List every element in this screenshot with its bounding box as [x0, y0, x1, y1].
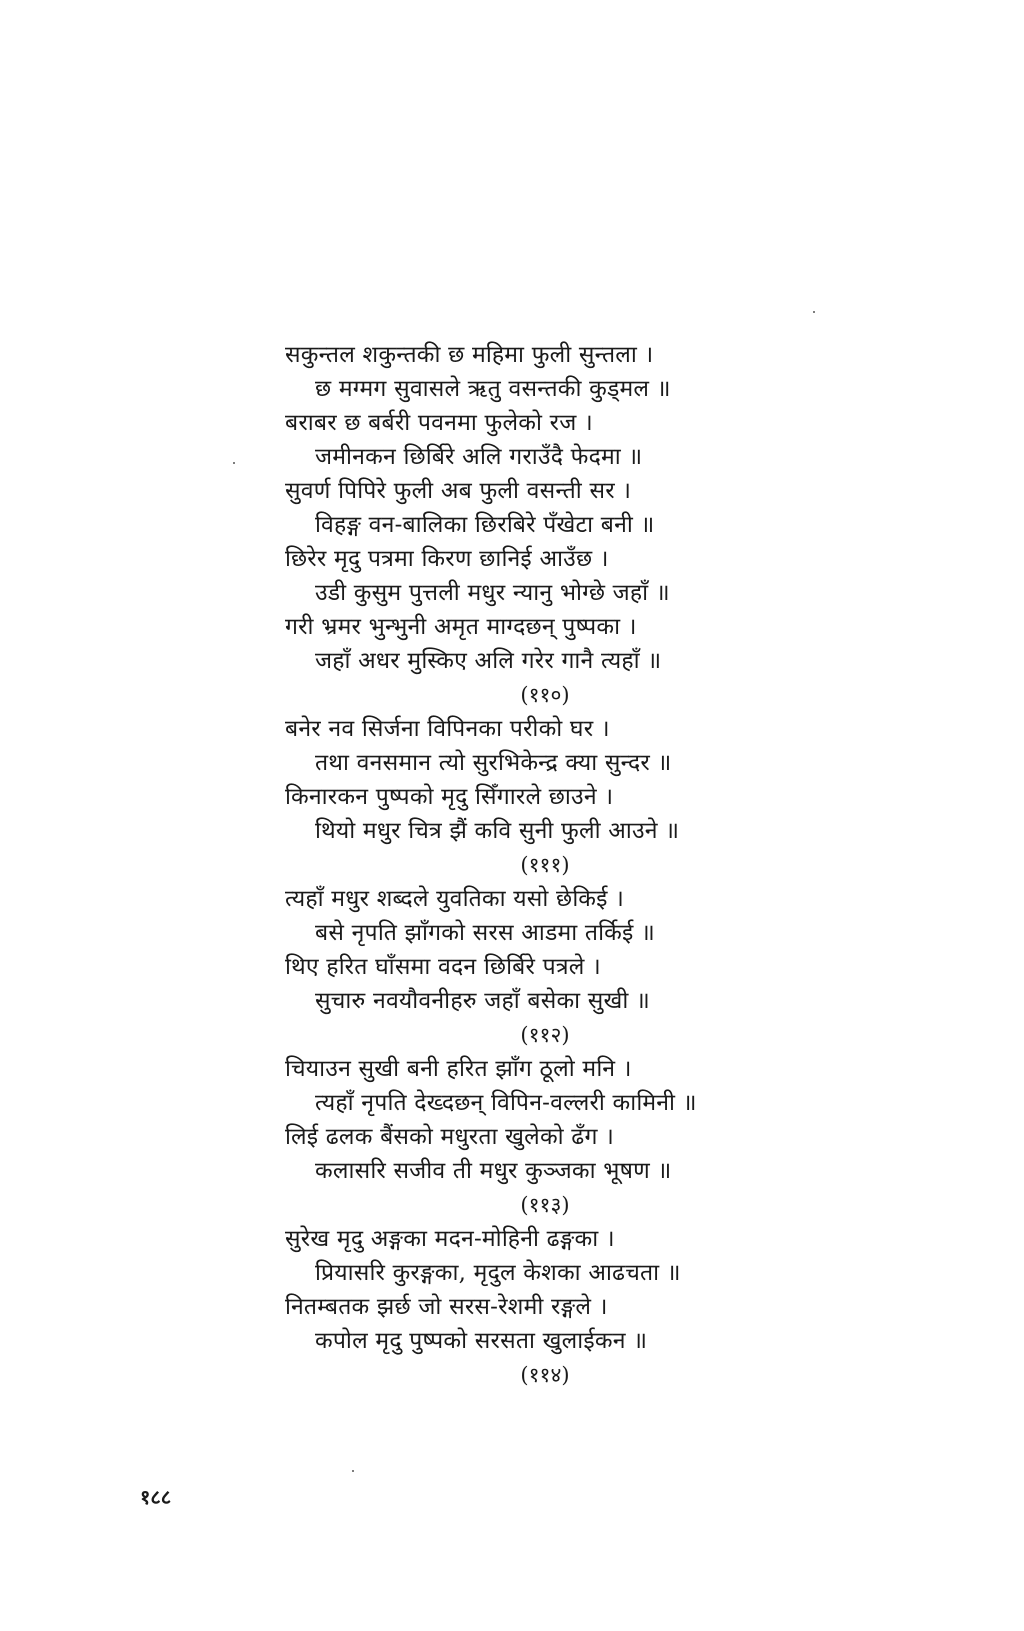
stanza-110: [285, 338, 785, 712]
stanza-112: [285, 882, 785, 1052]
poem-line: बसे नृपति झाँगको सरस आडमा तर्किई ॥: [315, 920, 655, 946]
verse-number: (१११): [520, 853, 570, 877]
poem-line: त्यहाँ मधुर शब्दले युवतिका यसो छेकिई ।: [285, 886, 625, 912]
stanza-113: [285, 1052, 785, 1222]
poem-line: कलासरि सजीव ती मधुर कुञ्जका भूषण ॥: [315, 1158, 672, 1184]
poem-line: जमीनकन छिर्बिरे अलि गराउँदै फेदमा ॥: [315, 444, 643, 470]
poem-line: सुवर्ण पिपिरे फुली अब फुली वसन्ती सर ।: [285, 478, 632, 504]
verse-number: (११४): [520, 1363, 570, 1387]
poem-line: त्यहाँ नृपति देख्दछन् विपिन-वल्लरी कामिनी ॥: [315, 1090, 697, 1116]
poem-line: कपोल मृदु पुष्पको सरसता खुलाईकन ॥: [315, 1328, 648, 1354]
poem-line: प्रियासरि कुरङ्गका, मृदुल केशका आढचता ॥: [315, 1260, 681, 1286]
poem-line: उडी कुसुम पुत्तली मधुर न्यानु भोग्छे जहाँ ॥: [315, 580, 670, 606]
ink-speck: [813, 311, 815, 313]
poem-line: किनारकन पुष्पको मृदु सिँगारले छाउने ।: [285, 784, 614, 810]
poem-line: गरी भ्रमर भुन्भुनी अमृत माग्दछन् पुष्पका ।: [285, 614, 637, 640]
poem-line: सुरेख मृदु अङ्गका मदन-मोहिनी ढङ्गका ।: [285, 1226, 615, 1252]
poem-line: थियो मधुर चित्र झैं कवि सुनी फुली आउने ॥: [315, 818, 680, 844]
verse-number: (११२): [520, 1023, 570, 1047]
poem-line: सुचारु नवयौवनीहरु जहाँ बसेका सुखी ॥: [315, 988, 650, 1014]
verse-number: (११३): [520, 1193, 570, 1217]
poem-body: [285, 338, 785, 1392]
poem-line: तथा वनसमान त्यो सुरभिकेन्द्र क्या सुन्दर ॥: [315, 750, 672, 776]
poem-line: चियाउन सुखी बनी हरित झाँग ठूलो मनि ।: [285, 1056, 632, 1082]
poem-line: सकुन्तल शकुन्तकी छ महिमा फुली सुन्तला ।: [285, 342, 654, 368]
poem-line: छ मग्मग सुवासले ऋतु वसन्तकी कुड्मल ॥: [315, 376, 671, 402]
page-number: १८८: [140, 1485, 172, 1509]
poem-line: बनेर नव सिर्जना विपिनका परीको घर ।: [285, 716, 610, 742]
stanza-111: [285, 712, 785, 882]
poem-line: लिई ढलक बैंसको मधुरता खुलेको ढँग ।: [285, 1124, 615, 1150]
verse-number: (११०): [520, 683, 570, 707]
poem-line: विहङ्ग वन-बालिका छिरबिरे पँखेटा बनी ॥: [315, 512, 655, 538]
stanza-114: [285, 1222, 785, 1392]
poem-line: बराबर छ बर्बरी पवनमा फुलेको रज ।: [285, 410, 593, 436]
poem-line: नितम्बतक झर्छ जो सरस-रेशमी रङ्गले ।: [285, 1294, 608, 1320]
poem-line: जहाँ अधर मुस्किए अलि गरेर गानै त्यहाँ ॥: [315, 648, 662, 674]
ink-speck: [233, 462, 235, 464]
poem-line: छिरेर मृदु पत्रमा किरण छानिई आउँछ ।: [285, 546, 609, 572]
poem-line: थिए हरित घाँसमा वदन छिर्बिरे पत्रले ।: [285, 954, 601, 980]
ink-speck: [352, 1470, 354, 1472]
